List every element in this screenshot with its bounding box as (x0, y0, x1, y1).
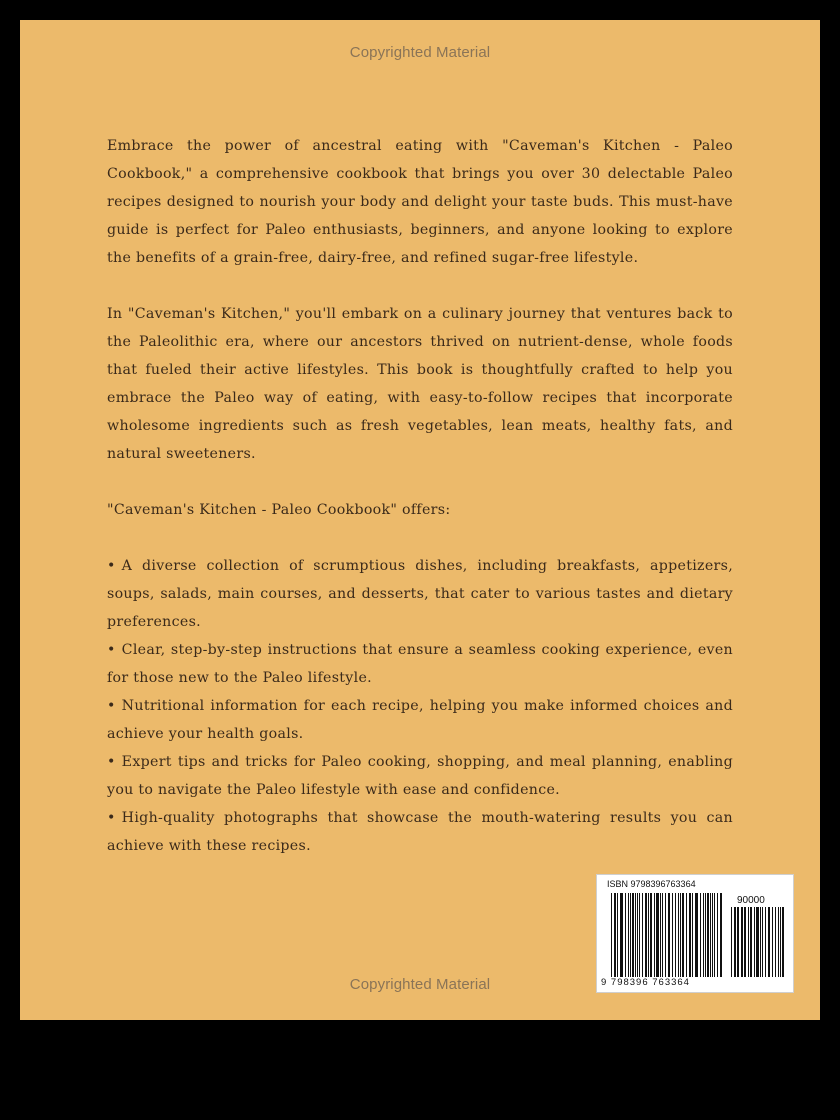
price-code: 90000 (737, 895, 765, 906)
barcode-bar (660, 893, 661, 977)
barcode-bar (614, 893, 616, 977)
copyright-watermark-bottom: Copyrighted Material (349, 976, 491, 993)
barcode-bar (703, 893, 704, 977)
barcode-bar (617, 893, 618, 977)
barcode-bar (686, 893, 687, 977)
barcode-bar (782, 907, 784, 977)
barcode-bar (656, 893, 659, 977)
offers-item-text: Nutritional information for each recipe, helping you make informed choices and achieve your health goals. (107, 698, 733, 742)
offers-item-text: Clear, step-by-step instructions that ensure a seamless cooking experience, even for those new to the Paleo lifestyle. (107, 642, 733, 686)
barcode-bar (731, 907, 732, 977)
barcode-bar (778, 907, 779, 977)
barcode-bar (712, 893, 713, 977)
barcode-bar (637, 893, 638, 977)
book-back-cover (20, 20, 820, 1020)
offers-list (107, 552, 733, 860)
barcode-bar (695, 893, 698, 977)
barcode-bar (775, 907, 776, 977)
barcode-bar (645, 893, 647, 977)
barcode-bar (720, 893, 722, 977)
barcode-bar (620, 893, 623, 977)
barcode-bar (772, 907, 773, 977)
bullet-icon: • (107, 698, 116, 714)
barcode-bar (741, 907, 743, 977)
barcode-bar (780, 907, 781, 977)
barcode-bar (662, 893, 663, 977)
barcode-bar (737, 907, 739, 977)
barcode-bar (762, 907, 763, 977)
description-paragraph-1: Embrace the power of ancestral eating with "Caveman's Kitchen - Paleo Cookbook," a comprehensive cookbook that brings you over 30 delectable Paleo recipes designed to nourish your body and delight your taste buds. This must-have guide is perfect for Paleo enthusiasts, beginners, and anyone looking to explore the benefits of a grain-free, dairy-free, and refined sugar-free lifestyle. (107, 138, 733, 266)
barcode-bar (672, 893, 673, 977)
cover-description (107, 132, 733, 860)
barcode-bar (744, 907, 746, 977)
offers-item-text: High-quality photographs that showcase the mouth-watering results you can achieve with these recipes. (107, 810, 733, 854)
barcode-bar (710, 893, 711, 977)
description-paragraph-2: In "Caveman's Kitchen," you'll embark on a culinary journey that ventures back to the Paleolithic era, where our ancestors thrived on nutrient-dense, whole foods that fueled their active lifestyles. This book is thoughtfully crafted to help you embrace the Paleo way of eating, with easy-to-follow recipes that incorporate wholesome ingredients such as fresh vegetables, lean meats, healthy fats, and natural sweeteners. (107, 306, 733, 462)
barcode-bar (760, 907, 761, 977)
barcode-bar (707, 893, 709, 977)
copyright-watermark-top: Copyrighted Material (349, 44, 491, 61)
barcode-bar (628, 893, 629, 977)
bullet-icon: • (107, 810, 116, 826)
offers-item-text: Expert tips and tricks for Paleo cooking, shopping, and meal planning, enabling you to navigate the Paleo lifestyle with ease and confidence. (107, 754, 733, 798)
barcode-bar (717, 893, 718, 977)
barcode-bar (748, 907, 749, 977)
barcode-bar (734, 907, 736, 977)
barcode-bar (754, 907, 755, 977)
barcode-bar (668, 893, 670, 977)
barcode-bar (650, 893, 652, 977)
barcode-bar (678, 893, 679, 977)
barcode-bar (635, 893, 636, 977)
barcode-bar (639, 893, 640, 977)
bullet-icon: • (107, 754, 116, 770)
offers-list-item (107, 552, 733, 636)
barcode-bar (642, 893, 643, 977)
offers-item-text: A diverse collection of scrumptious dishes, including breakfasts, appetizers, soups, salads, main courses, and desserts, that cater to various tastes and dietary preferences. (107, 558, 733, 630)
offers-list-item (107, 636, 733, 692)
barcode-bar (768, 907, 770, 977)
barcode-bar (714, 893, 715, 977)
barcode-bar (630, 893, 631, 977)
offers-list-item (107, 692, 733, 748)
bullet-icon: • (107, 642, 116, 658)
barcode-bar (654, 893, 655, 977)
barcode-bar (689, 893, 691, 977)
offers-list-item (107, 804, 733, 860)
barcode-bar (625, 893, 626, 977)
barcode-bar (756, 907, 759, 977)
barcode-bar (705, 893, 706, 977)
barcode-digits: 9 798396 763364 (601, 977, 690, 988)
offers-intro: "Caveman's Kitchen - Paleo Cookbook" offers: (107, 502, 451, 518)
offers-list-item (107, 748, 733, 804)
barcode-bar (632, 893, 634, 977)
isbn-label: ISBN 9798396763364 (607, 879, 696, 889)
barcode-bar (680, 893, 681, 977)
barcode-bar (692, 893, 693, 977)
barcode-bar (675, 893, 676, 977)
barcode-bar (665, 893, 666, 977)
barcode-bar (611, 893, 612, 977)
barcode-bar (765, 907, 766, 977)
barcode-bar (682, 893, 684, 977)
barcode-bar (750, 907, 752, 977)
barcode-bar (700, 893, 701, 977)
barcode-bar (648, 893, 649, 977)
bullet-icon: • (107, 558, 116, 574)
